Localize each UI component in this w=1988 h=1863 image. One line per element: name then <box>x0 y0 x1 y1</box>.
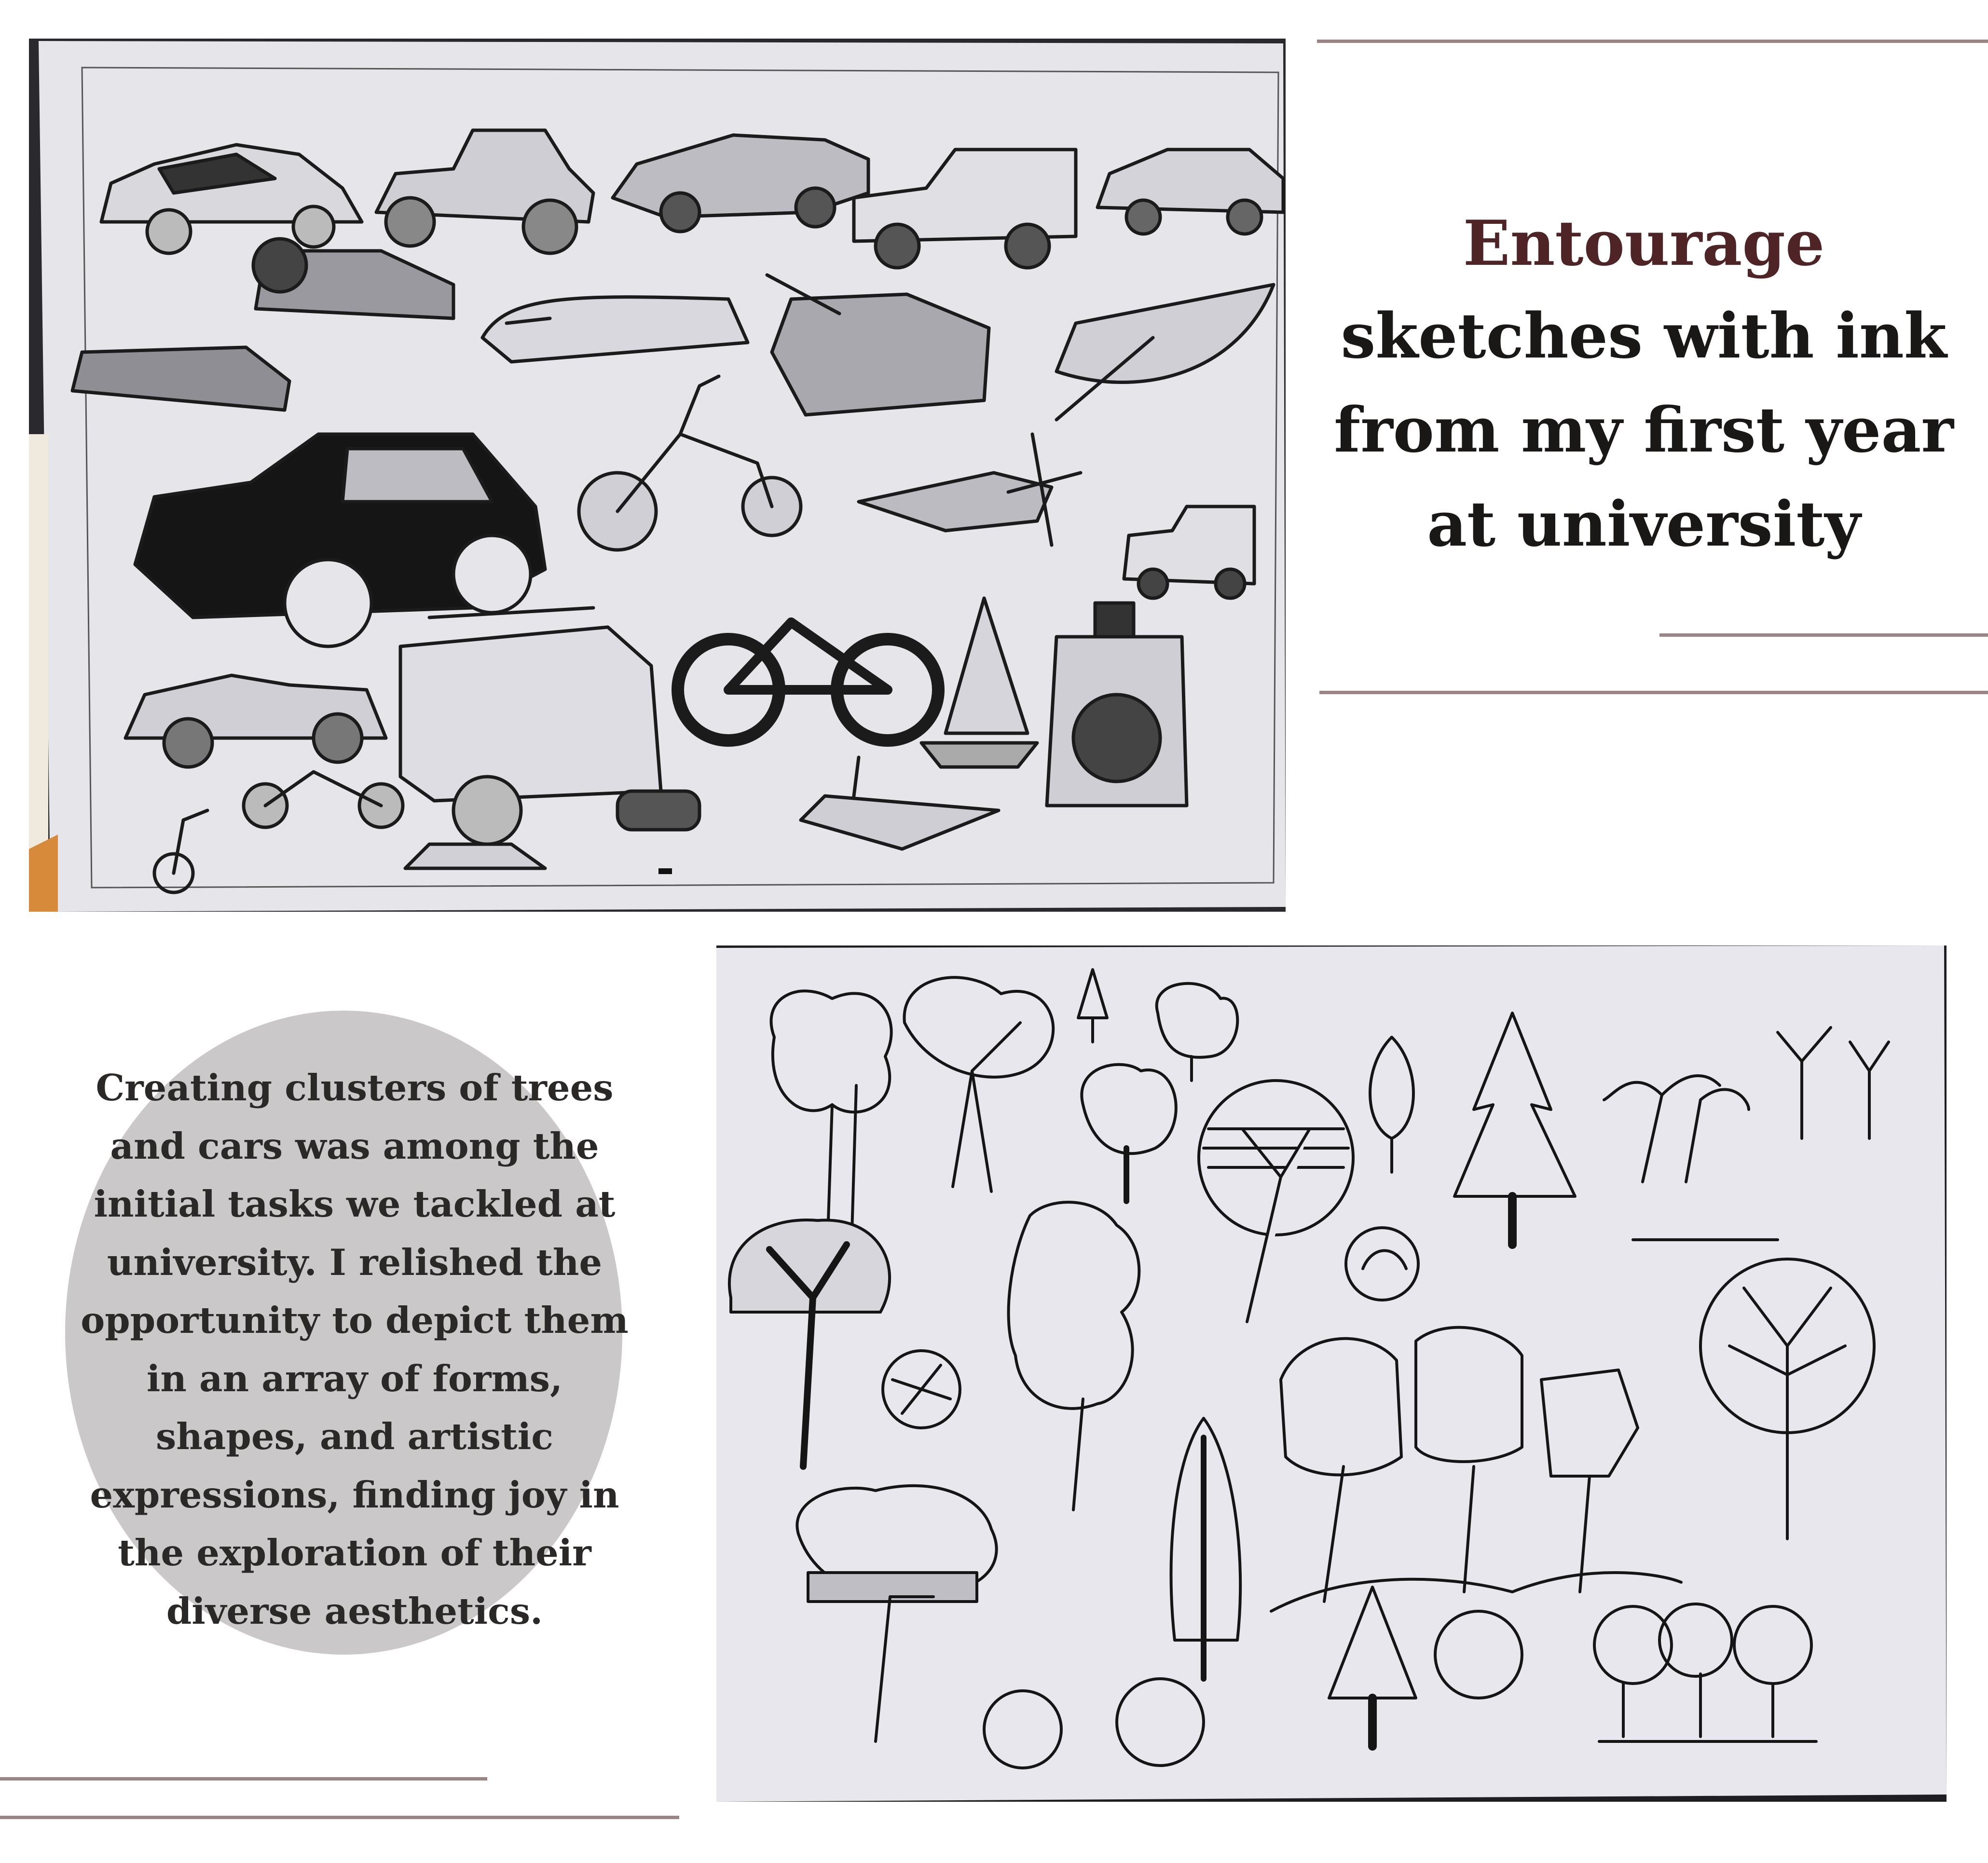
bottom-left-rule-1 <box>0 1777 487 1781</box>
description-line: the exploration of their <box>118 1532 591 1574</box>
title-main: Entourage <box>1463 207 1825 280</box>
title-sub-line: at university <box>1427 488 1861 561</box>
top-view-car-sketch <box>617 791 699 830</box>
description-line: Creating clusters of trees <box>96 1067 614 1109</box>
title-sub-line: sketches with ink <box>1341 300 1947 372</box>
description-line: expressions, finding joy in <box>90 1473 619 1516</box>
trees-sketch-photo <box>716 945 1947 1802</box>
description-line: and cars was among the <box>110 1124 599 1167</box>
bottom-left-rule-2 <box>0 1816 679 1819</box>
description-line: university. I relished the <box>107 1241 603 1284</box>
description-line: initial tasks we tackled at <box>94 1183 616 1225</box>
vehicles-sketch-photo <box>29 39 1286 912</box>
title-sub-line: from my first year <box>1334 394 1954 466</box>
description-line: opportunity to depict them <box>81 1299 629 1342</box>
description-line: shapes, and artistic <box>156 1415 553 1458</box>
description-text <box>72 1059 637 1640</box>
description-line: diverse aesthetics. <box>166 1589 543 1632</box>
top-right-rule <box>1317 40 1988 43</box>
title-block <box>1329 198 1959 572</box>
title-bottom-rule <box>1319 691 1988 694</box>
description-line: in an array of forms, <box>146 1357 563 1400</box>
title-short-rule <box>1659 633 1988 637</box>
